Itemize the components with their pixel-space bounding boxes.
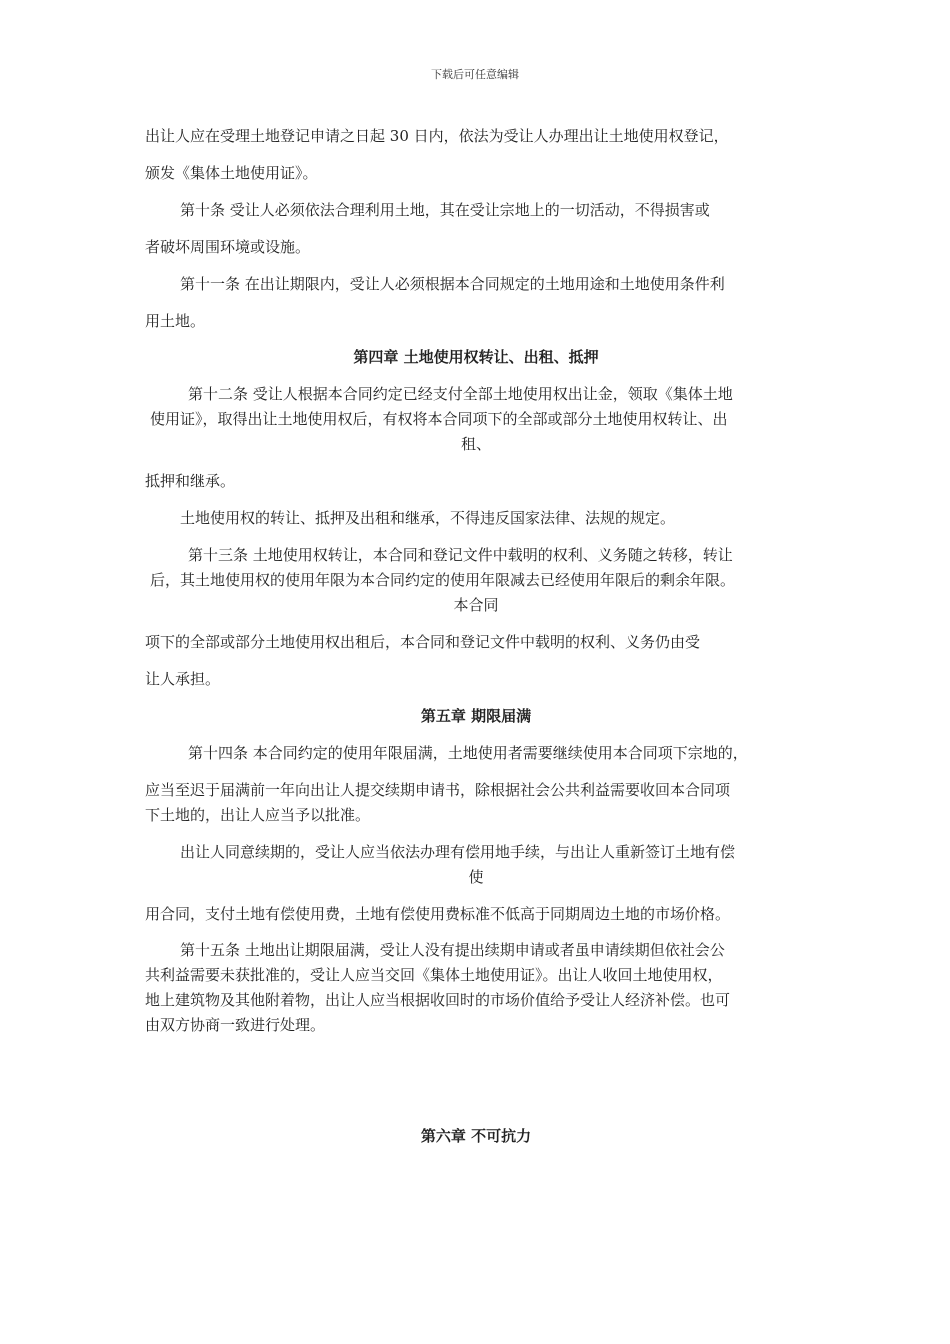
paragraph-line: 抵押和继承。 [145, 472, 236, 490]
paragraph-line: 第十三条 土地使用权转让，本合同和登记文件中载明的权利、义务随之转移，转让 [188, 546, 733, 564]
paragraph-line: 地上建筑物及其他附着物，出让人应当根据收回时的市场价值给予受让人经济补偿。也可 [145, 991, 731, 1009]
paragraph-line: 租、 [460, 435, 491, 453]
paragraph-line: 土地使用权的转让、抵押及出租和继承，不得违反国家法律、法规的规定。 [180, 509, 676, 527]
paragraph-line: 第十一条 在出让期限内，受让人必须根据本合同规定的土地用途和土地使用条件利 [180, 275, 725, 293]
paragraph-line: 颁发《集体土地使用证》。 [145, 164, 318, 182]
paragraph-line: 出让人同意续期的，受让人应当依法办理有偿用地手续，与出让人重新签订土地有偿 [180, 843, 736, 861]
paragraph-line: 第十二条 受让人根据本合同约定已经支付全部土地使用权出让金，领取《集体土地 [188, 385, 733, 403]
paragraph-line: 后，其土地使用权的使用年限为本合同约定的使用年限减去已经使用年限后的剩余年限。 [150, 571, 736, 589]
paragraph-line: 由双方协商一致进行处理。 [145, 1016, 326, 1034]
chapter-5-heading: 第五章 期限届满 [420, 707, 532, 725]
chapter-4-heading: 第四章 土地使用权转让、出租、抵押 [353, 348, 599, 366]
paragraph-line: 本合同 [453, 596, 499, 614]
paragraph-line: 应当至迟于届满前一年向出让人提交续期申请书，除根据社会公共利益需要收回本合同项 [145, 781, 731, 799]
paragraph-line: 用合同，支付土地有偿使用费，土地有偿使用费标准不低高于同期周边土地的市场价格。 [145, 905, 731, 923]
paragraph-line: 项下的全部或部分土地使用权出租后，本合同和登记文件中载明的权利、义务仍由受 [145, 633, 701, 651]
paragraph-line: 下土地的，出让人应当予以批准。 [145, 806, 371, 824]
paragraph-line: 用土地。 [145, 312, 206, 330]
paragraph-line: 共利益需要未获批准的，受让人应当交回《集体土地使用证》。出让人收回土地使用权， [145, 966, 723, 984]
paragraph-line: 第十五条 土地出让期限届满，受让人没有提出续期申请或者虽申请续期但依社会公 [180, 941, 725, 959]
page-header-note: 下载后可任意编辑 [431, 68, 519, 81]
paragraph-line: 第十条 受让人必须依法合理利用土地，其在受让宗地上的一切活动，不得损害或 [180, 201, 710, 219]
paragraph-line: 让人承担。 [145, 670, 221, 688]
paragraph-line: 出让人应在受理土地登记申请之日起 30 日内，依法为受让人办理出让土地使用权登记， [145, 127, 729, 145]
paragraph-line: 第十四条 本合同约定的使用年限届满，土地使用者需要继续使用本合同项下宗地的， [188, 744, 748, 762]
paragraph-line: 使 [468, 868, 484, 886]
paragraph-line: 者破坏周围环境或设施。 [145, 238, 311, 256]
paragraph-line: 使用证》，取得出让土地使用权后，有权将本合同项下的全部或部分土地使用权转让、出 [150, 410, 728, 428]
chapter-6-heading: 第六章 不可抗力 [420, 1127, 532, 1145]
